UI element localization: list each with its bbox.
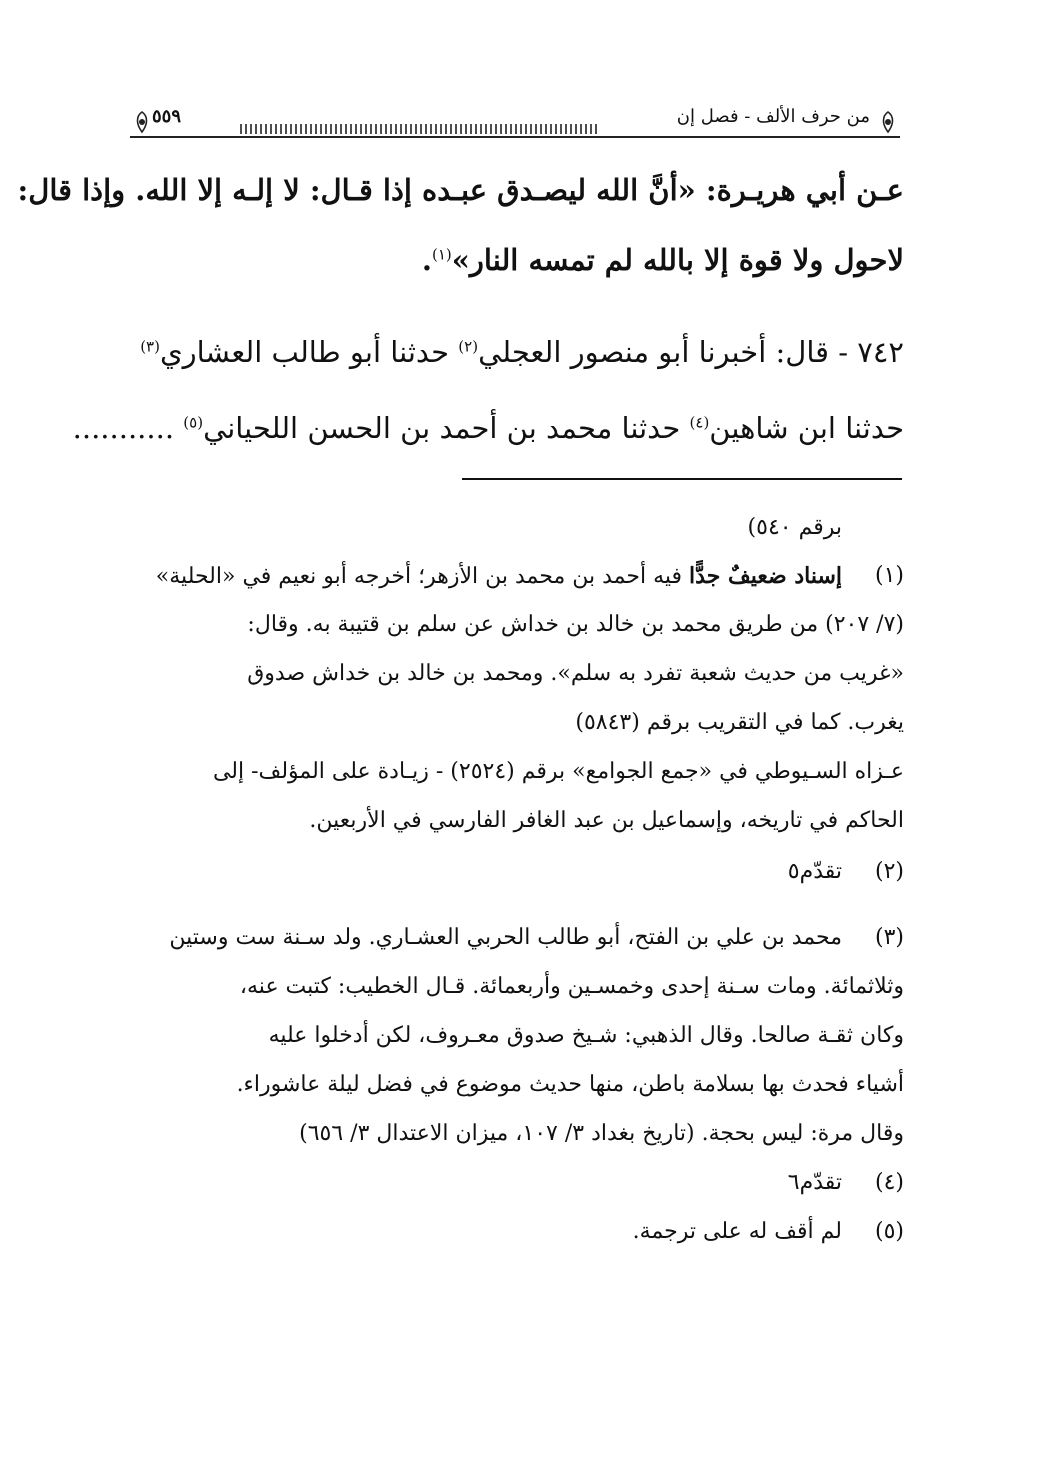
- main-line-4: [73, 408, 904, 448]
- header-divider: [130, 136, 900, 138]
- page-number: ٥٥٩: [152, 106, 182, 127]
- footnote-2-text: تقدّم٥: [787, 859, 842, 884]
- footnote-text: فيه أحمد بن محمد بن الأزهر؛ أخرجه أبو نعيم في «الحلية»: [155, 564, 690, 589]
- main-line-3: [140, 332, 904, 372]
- footnote-5-text: لم أقف له على ترجمة.: [632, 1219, 842, 1244]
- narrator-text: حدثنا ابن شاهين: [709, 411, 904, 445]
- footnote-1-line-1: [156, 561, 842, 592]
- footnote-3-line-3: وكان ثقـة صالحا. وقال الذهبي: شـيخ صدوق معـروف، لكن أدخلوا عليه: [268, 1023, 904, 1048]
- header-decorative-rule: [240, 124, 600, 134]
- footnote-number: (٥): [874, 1219, 904, 1244]
- footnote-ref: (٢): [458, 337, 479, 356]
- main-line-2-text: لاحول ولا قوة إلا بالله لم تمسه النار»: [451, 243, 904, 277]
- footnote-4-text: تقدّم٦: [787, 1170, 842, 1195]
- ellipsis-dots: ...........: [72, 411, 184, 445]
- footnote-3-line-1: محمد بن علي بن الفتح، أبو طالب الحربي العشـاري. ولد سـنة ست وستين: [169, 925, 842, 950]
- main-line-2-end: .: [421, 243, 432, 277]
- footnote-1-line-3: «غريب من حديث شعبة تفرد به سلم». ومحمد بن خالد بن خداش صدوق: [247, 661, 904, 686]
- floral-ornament-icon: [876, 110, 900, 134]
- footnote-ref: (٥): [183, 413, 204, 432]
- footnote-3-line-2: وثلاثمائة. ومات سـنة إحدى وخمسـين وأربعمائة. قـال الخطيب: كتبت عنه،: [239, 974, 904, 999]
- footnote-1-line-6: الحاكم في تاريخه، وإسماعيل بن عبد الغافر الفارسي في الأربعين.: [309, 808, 904, 833]
- footnote-1-line-2: (٧/ ٢٠٧) من طريق محمد بن خالد بن خداش عن سلم بن قتيبة به. وقال:: [247, 612, 904, 637]
- footnote-ref: (٤): [689, 413, 710, 432]
- footnote-1-line-4: يغرب. كما في التقريب برقم (٥٨٤٣): [575, 710, 904, 735]
- footnote-1-line-5: عـزاه السـيوطي في «جمع الجوامع» برقم (٢٥٢٤) - زيـادة على المؤلف- إلى: [212, 759, 904, 784]
- footnote-separator: [462, 478, 902, 480]
- main-line-1: عـن أبي هريـرة: «أنَّ الله ليصـدق عبـده إذا قـال: لا إلـه إلا الله. وإذا قال:: [17, 173, 904, 207]
- footnote-number: (٤): [874, 1170, 904, 1195]
- narrator-text: حدثنا محمد بن أحمد بن الحسن اللحياني: [203, 411, 690, 445]
- footnote-3-line-4: أشياء فحدث بها بسلامة باطن، منها حديث موضوع في فضل ليلة عاشوراء.: [236, 1072, 904, 1097]
- footnote-3-line-5: وقال مرة: ليس بحجة. (تاريخ بغداد ٣/ ١٠٧، ميزان الاعتدال ٣/ ٦٥٦): [299, 1121, 904, 1146]
- hadith-number-text: ٧٤٢ - قال: أخبرنا أبو منصور العجلي: [478, 335, 904, 369]
- footnote-ref: (٣): [140, 337, 160, 356]
- header-title: من حرف الألف - فصل إن: [676, 106, 870, 127]
- footnote-continuation: برقم ٥٤٠): [747, 515, 842, 540]
- footnote-number: (٢): [874, 859, 904, 884]
- main-line-2: [422, 240, 904, 280]
- footnote-number: (٣): [874, 925, 904, 950]
- grading-text: إسناد ضعيفٌ جدًّا: [689, 563, 842, 589]
- running-header: [130, 106, 900, 142]
- footnote-ref: (١): [431, 245, 452, 264]
- floral-ornament-icon: [130, 110, 154, 134]
- footnote-number: (١): [874, 563, 904, 588]
- narrator-text: حدثنا أبو طالب العشاري: [159, 335, 459, 369]
